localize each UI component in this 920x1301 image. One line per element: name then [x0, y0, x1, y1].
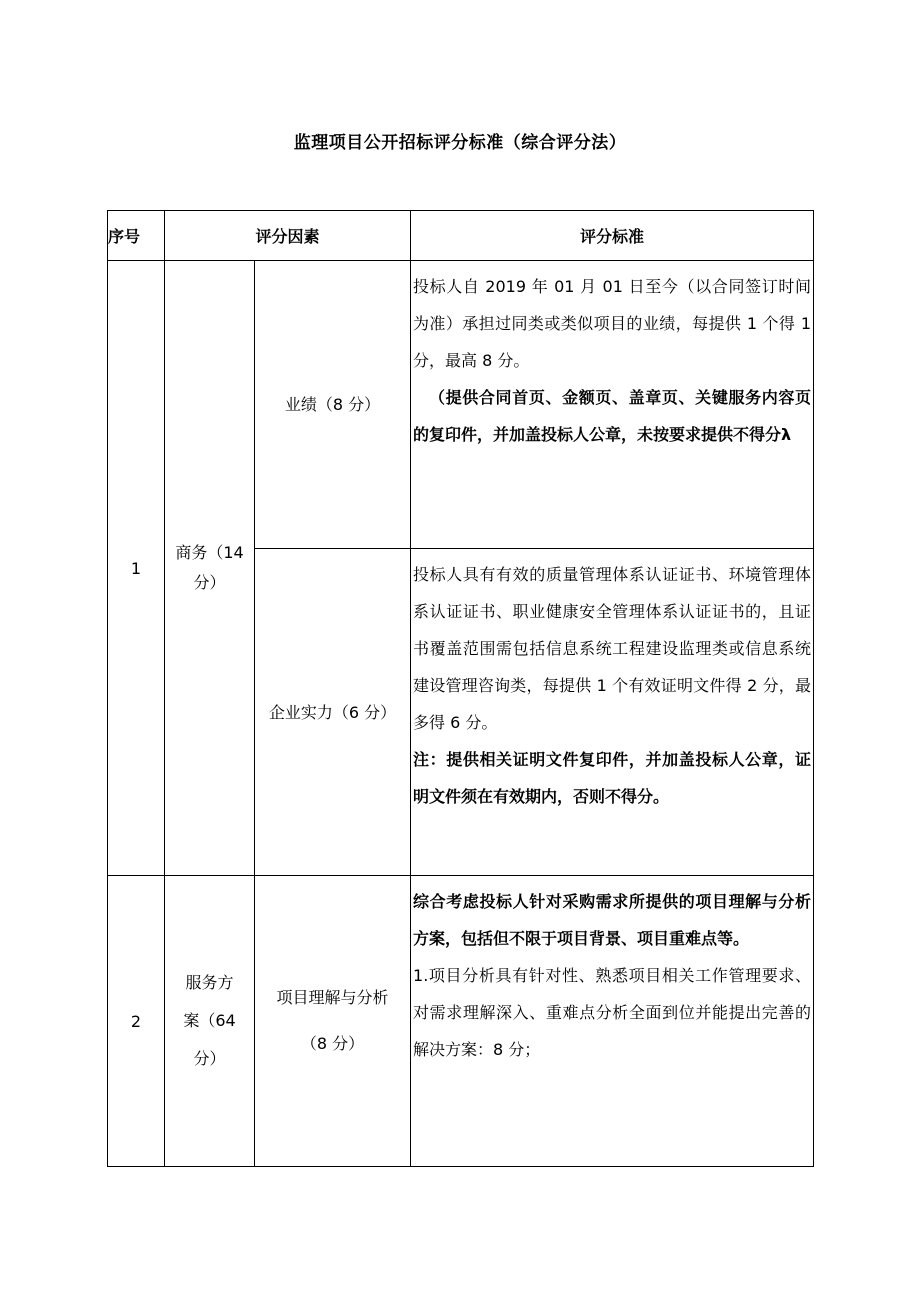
standard-text: 投标人自 2019 年 01 月 01 日至今（以合同签订时间为准）承担过同类或类似项目的业绩，每提供 1 个得 1 分，最高 8 分。 [413, 277, 812, 370]
factor-cell [255, 876, 411, 1167]
scoring-table [107, 210, 814, 1167]
category-label: 分） [193, 573, 226, 592]
factor-label: 项目理解与分析 [276, 988, 389, 1007]
row-number: 1 [108, 261, 165, 876]
factor-label: （8 分） [300, 1034, 365, 1053]
category-label: 分） [193, 1049, 226, 1068]
row-number: 2 [108, 876, 165, 1167]
factor-cell: 业绩（8 分） [255, 261, 411, 549]
category-cell [165, 261, 255, 876]
factor-cell: 企业实力（6 分） [255, 549, 411, 876]
table-row [108, 876, 814, 1167]
header-scoring-factor: 评分因素 [165, 211, 411, 261]
category-label: 服务方 [185, 973, 234, 992]
standard-text: 投标人具有有效的质量管理体系认证证书、环境管理体系认证证书、职业健康安全管理体系认证证书的，且证书覆盖范围需包括信息系统工程建设监理类或信息系统建设管理咨询类，每提供 1 个有效证明文件得 2 分，最多得 6 分。 [413, 565, 812, 732]
standard-cell [411, 261, 814, 549]
standard-cell [411, 549, 814, 876]
table-header-row [108, 211, 814, 261]
standard-note: 注：提供相关证明文件复印件，并加盖投标人公章，证明文件须在有效期内，否则不得分。 [413, 750, 812, 806]
header-serial-no: 序号 [108, 211, 165, 261]
standard-cell [411, 876, 814, 1167]
category-label: 商务（14 [175, 543, 244, 562]
standard-note: 综合考虑投标人针对采购需求所提供的项目理解与分析方案，包括但不限于项目背景、项目重难点等。 [413, 892, 812, 948]
document-title: 监理项目公开招标评分标准（综合评分法） [293, 133, 627, 153]
standard-note: （提供合同首页、金额页、盖章页、关键服务内容页的复印件，并加盖投标人公章，未按要求提供不得分λ [413, 388, 812, 444]
table-row [108, 261, 814, 549]
standard-text: 1.项目分析具有针对性、熟悉项目相关工作管理要求、对需求理解深入、重难点分析全面到位并能提出完善的解决方案：8 分； [413, 966, 812, 1059]
category-cell [165, 876, 255, 1167]
category-label: 案（64 [183, 1011, 236, 1030]
header-scoring-standard: 评分标准 [411, 211, 814, 261]
